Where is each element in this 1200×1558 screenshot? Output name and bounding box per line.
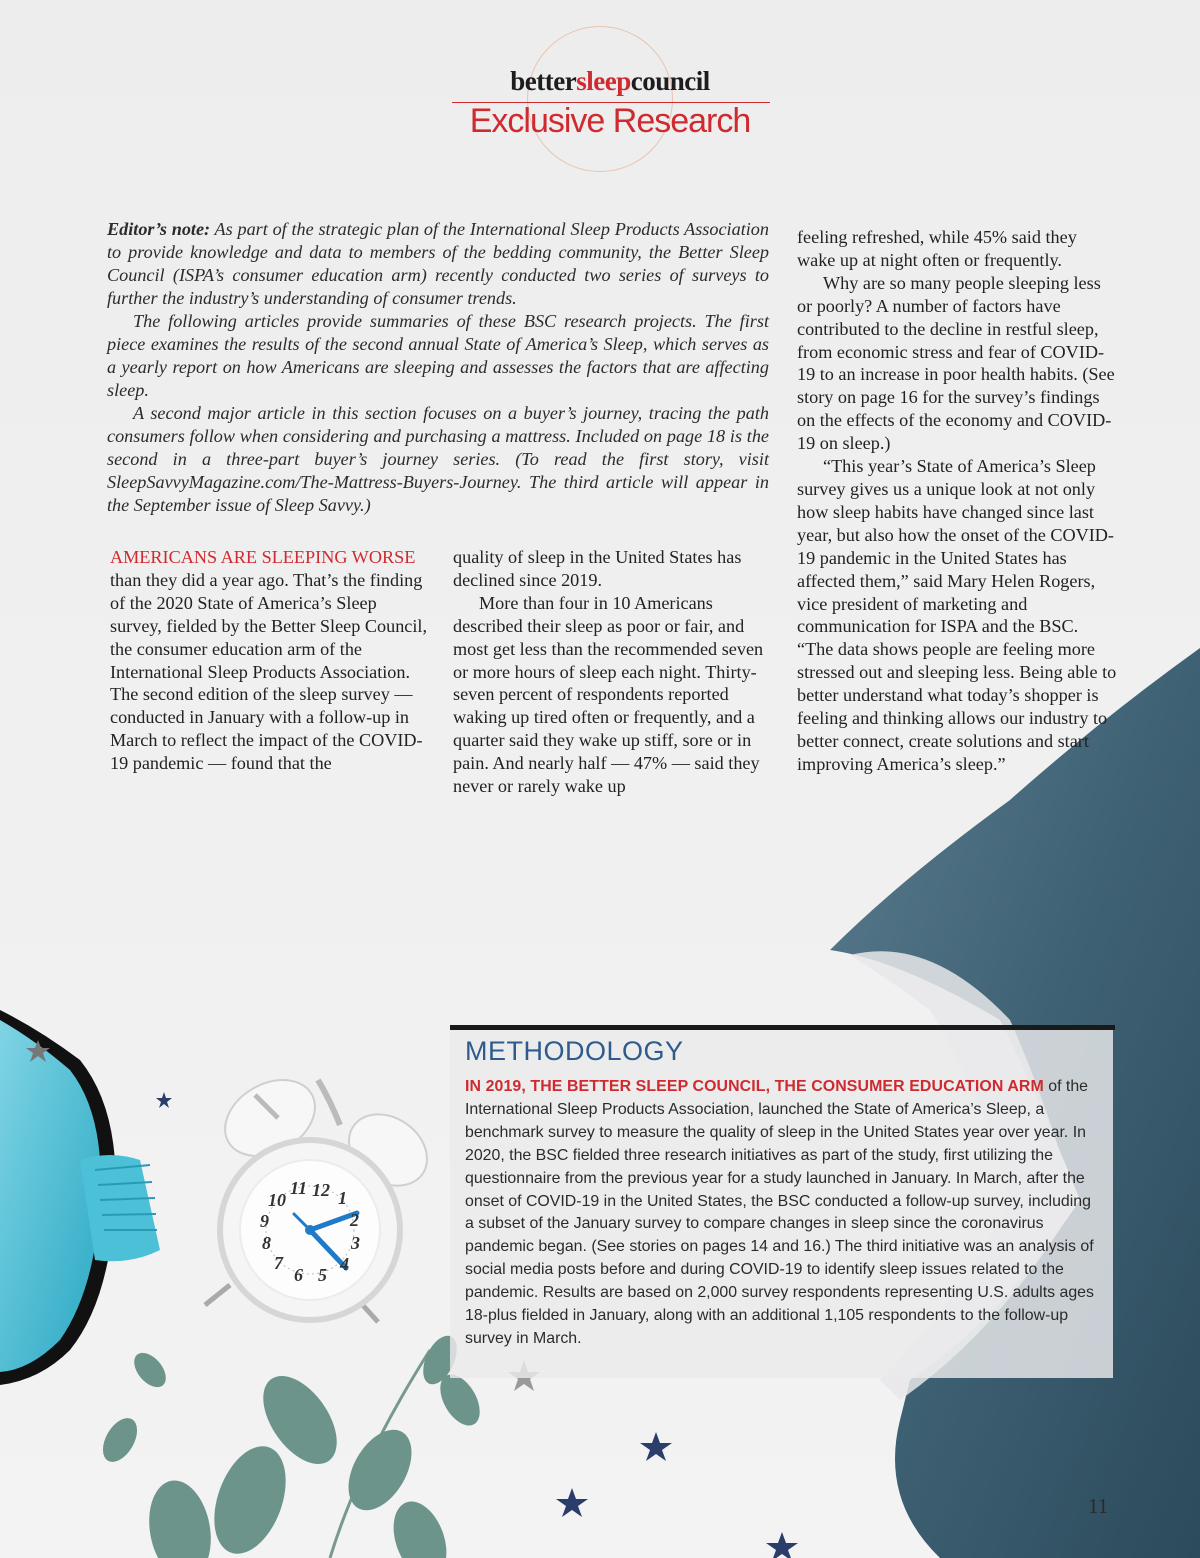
section-title: Exclusive Research bbox=[469, 102, 751, 140]
clock-numeral: 5 bbox=[318, 1265, 327, 1285]
clock-numeral: 1 bbox=[338, 1188, 347, 1208]
article-col3-p3: “This year’s State of America’s Sleep survey gives us a unique look at not only how sleep habits have changed since last year, but also how the onset of the COVID-19 pandemic in the United States has affected them,” said Mary Helen Rogers, vice president of marketing and communication for ISPA and the BSC. “The data shows people are feeling more stressed out and sleeping less. Being able to better understand what today’s shopper is feeling and thinking allows our industry to better connect, create solutions and start improving America’s sleep.” bbox=[797, 456, 1117, 774]
brand-logo: bettersleepcouncil bbox=[510, 66, 710, 96]
article-lead: AMERICANS ARE SLEEPING WORSE bbox=[110, 547, 416, 567]
methodology-box bbox=[450, 1030, 1113, 1378]
clock-numeral: 12 bbox=[312, 1180, 330, 1200]
clock-numeral: 7 bbox=[274, 1253, 283, 1273]
methodology-lead: IN 2019, THE BETTER SLEEP COUNCIL, THE CONSUMER EDUCATION ARM bbox=[465, 1078, 1044, 1095]
editors-note-p1: As part of the strategic plan of the International Sleep Products Association to provide knowledge and data to members of the bedding community, the Better Sleep Council (ISPA’s consumer education arm) recently conducted two series of surveys to further the industry’s understanding of consumer trends. bbox=[107, 219, 769, 308]
clock-numeral: 11 bbox=[290, 1178, 308, 1198]
clock-numeral: 10 bbox=[268, 1190, 286, 1210]
editors-note bbox=[107, 218, 769, 517]
article-column-2 bbox=[453, 546, 775, 798]
article-col3-p1: feeling refreshed, while 45% said they wake up at night often or frequently. bbox=[797, 227, 1077, 270]
methodology-text: of the International Sleep Products Association, launched the State of America’s Sleep, a benchmark survey to measure the quality of sleep in the United States year over year. In 2020, the BSC fielded three research initiatives as part of the study, first utilizing the questionnaire from the previous year for a study launched in January. In March, after the onset of COVID-19 in the United States, the BSC conducted a follow-up survey, including a subset of the January survey to compare changes in sleep since the coronavirus pandemic began. (See stories on pages 14 and 16.) The third initiative was an analysis of social media posts before and during COVID-19 to identify sleep issues related to the pandemic. Results are based on 2,000 survey respondents representing U.S. adults ages 18-plus fielded in January, along with an additional 1,105 respondents to the follow-up survey in March. bbox=[465, 1078, 1094, 1347]
article-col3-p2: Why are so many people sleeping less or poorly? A number of factors have contributed to the decline in restful sleep, from economic stress and fear of COVID-19 to an increase in poor health habits. (See story on page 16 for the survey’s findings on the effects of the economy and COVID-19 on sleep.) bbox=[797, 272, 1115, 454]
article-col2-p1: quality of sleep in the United States has declined since 2019. bbox=[453, 547, 742, 590]
article-column-1 bbox=[110, 546, 432, 775]
clock-numeral: 4 bbox=[340, 1254, 349, 1274]
clock-numeral: 9 bbox=[260, 1211, 269, 1231]
editors-note-p3: A second major article in this section focuses on a buyer’s journey, tracing the path consumers follow when considering and purchasing a mattress. Included on page 18 is the second in a three-part buyer’s journey series. (To read the first story, visit SleepSavvyMagazine.com/The-Mattress-Buyers-Journey. The third article will appear in the September issue of Sleep Savvy.) bbox=[107, 403, 769, 515]
clock-numeral: 2 bbox=[350, 1210, 359, 1230]
clock-numeral: 3 bbox=[351, 1233, 360, 1253]
article-col2-p2: More than four in 10 Americans described their sleep as poor or fair, and most get less than the recommended seven or more hours of sleep each night. Thirty-seven percent of respondents reported waking up tired often or frequently, and a quarter said they wake up stiff, sore or in pain. And nearly half — 47% — said they never or rarely wake up bbox=[453, 592, 764, 797]
editors-note-p2: The following articles provide summaries of these BSC research projects. The first piece examines the results of the second annual State of America’s Sleep, which serves as a yearly report on how Americans are sleeping and assesses the factors that are affecting sleep. bbox=[107, 311, 769, 400]
clock-numeral: 8 bbox=[262, 1233, 271, 1253]
editors-note-label: Editor’s note: bbox=[107, 219, 211, 239]
methodology-title: METHODOLOGY bbox=[465, 1036, 684, 1066]
article-column-3 bbox=[797, 226, 1117, 776]
page-number: 11 bbox=[1088, 1494, 1109, 1518]
logo-circle bbox=[527, 26, 673, 172]
clock-numeral: 6 bbox=[294, 1265, 303, 1285]
article-col1-text: than they did a year ago. That’s the finding of the 2020 State of America’s Sleep survey, fielded by the Better Sleep Council, the consumer education arm of the International Sleep Products Association. The second edition of the sleep survey — conducted in January with a follow-up in March to reflect the impact of the COVID-19 pandemic — found that the bbox=[110, 569, 428, 774]
